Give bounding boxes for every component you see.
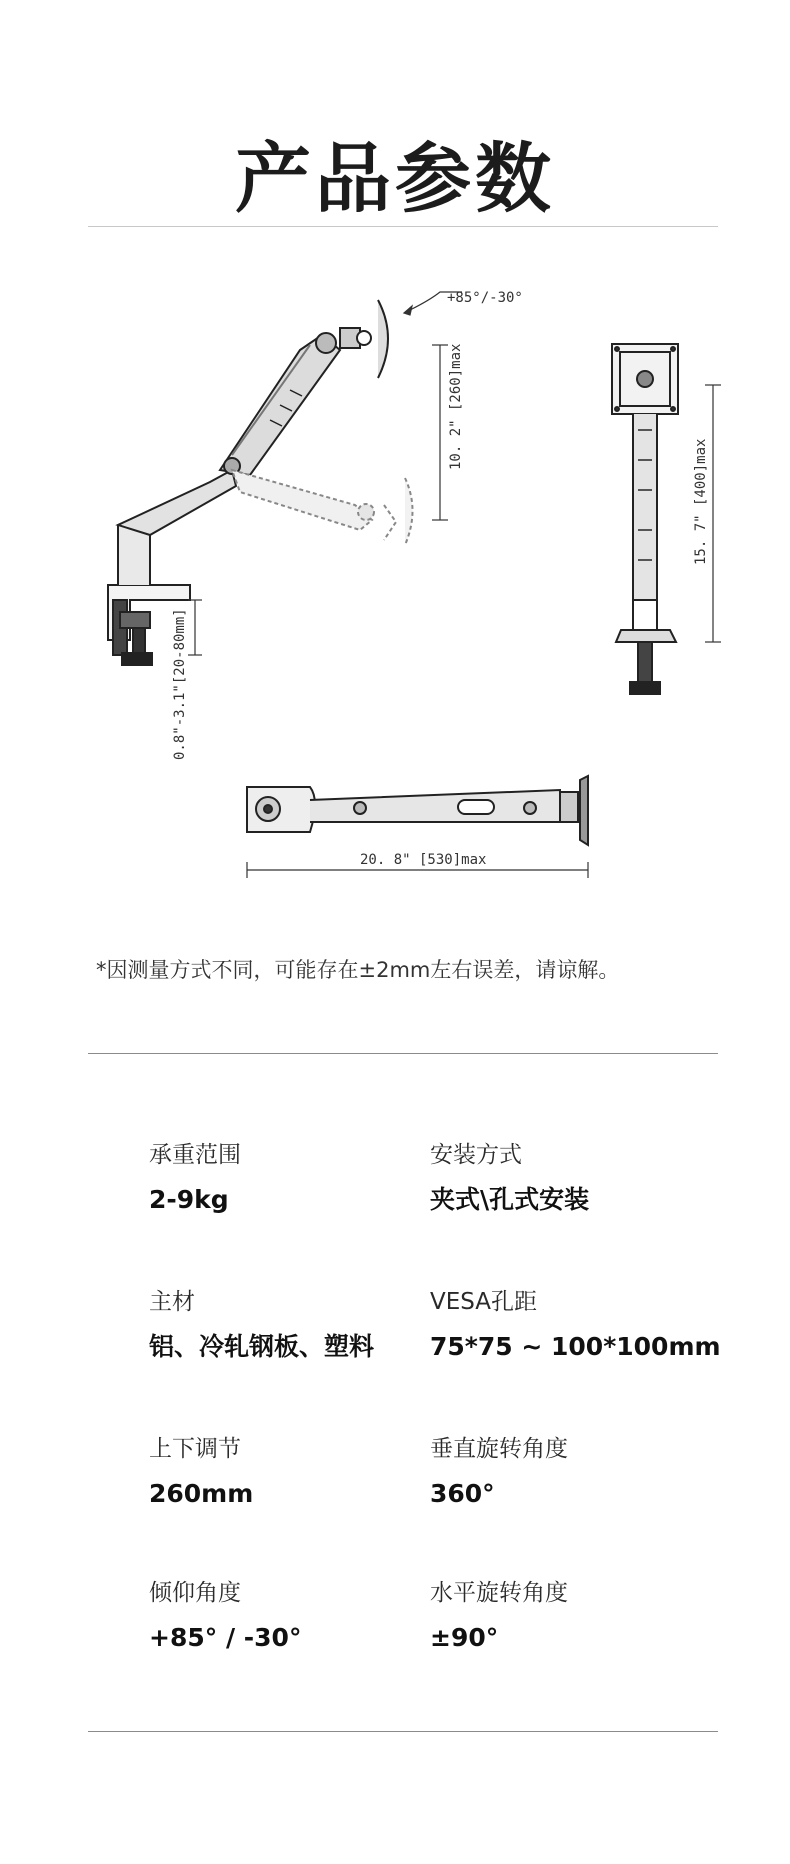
height-adjust-dimension [432,345,448,520]
spec-value: ±90° [430,1623,499,1652]
top-view-drawing [247,776,588,845]
spec-mount-type [430,1140,730,1216]
spec-value: +85° / -30° [149,1623,302,1652]
spec-tilt [149,1578,449,1654]
divider-bottom [88,1731,718,1732]
measurement-note: *因测量方式不同，可能存在±2mm左右误差，请谅解。 [96,958,620,982]
spec-material [149,1287,449,1363]
spec-label: 主材 [149,1289,195,1315]
diagram-svg [0,240,790,880]
spec-label: VESA孔距 [430,1289,538,1315]
clamp-range-dimension [188,600,202,655]
side-view-drawing [108,300,413,665]
spec-value: 260mm [149,1479,254,1508]
spec-label: 垂直旋转角度 [430,1436,568,1462]
total-height-label: 15. 7" [400]max [693,438,709,565]
tilt-label: +85°/-30° [447,290,523,306]
spec-label: 水平旋转角度 [430,1580,568,1606]
clamp-range-label: 0.8"-3.1"[20-80mm] [172,608,188,760]
divider-middle [88,1053,718,1054]
spec-value: 360° [430,1479,495,1508]
height-adjust-label: 10. 2" [260]max [448,343,464,470]
spec-height-adjust [149,1434,449,1510]
product-dimension-diagram [0,240,790,880]
spec-horizontal-rotation [430,1578,730,1654]
spec-value: 75*75 ~ 100*100mm [430,1332,721,1361]
spec-label: 上下调节 [149,1436,241,1462]
spec-vertical-rotation [430,1434,730,1510]
page-title: 产品参数 [235,134,555,223]
spec-label: 承重范围 [149,1142,241,1168]
spec-value: 夹式\孔式安装 [430,1185,590,1214]
spec-load-range [149,1140,449,1216]
spec-vesa [430,1287,730,1363]
spec-label: 安装方式 [430,1142,522,1168]
spec-label: 倾仰角度 [149,1580,241,1606]
spec-value: 铝、冷轧钢板、塑料 [149,1332,375,1361]
front-view-drawing [612,344,678,694]
divider-top [88,226,718,227]
extension-label: 20. 8" [530]max [360,852,487,868]
spec-value: 2-9kg [149,1185,229,1214]
